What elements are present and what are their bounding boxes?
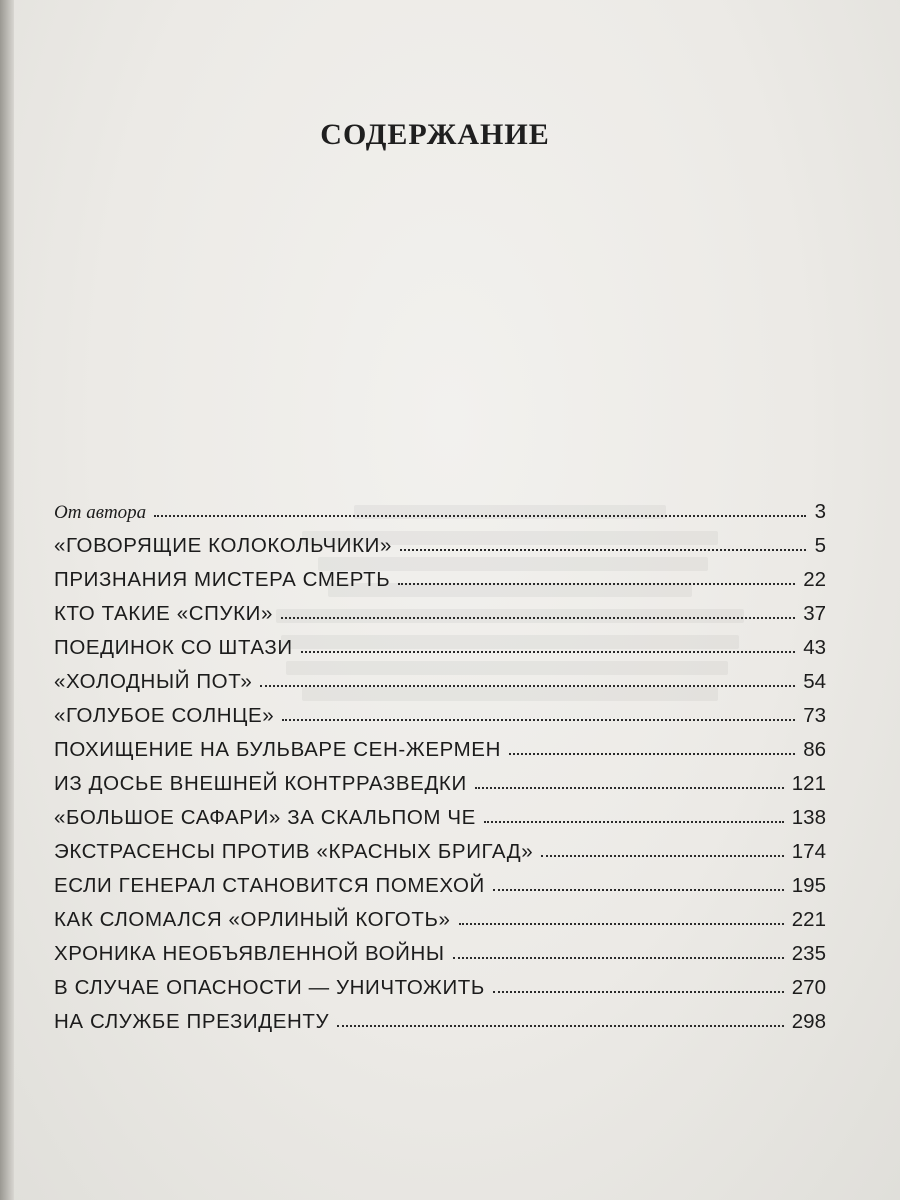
toc-entry-title: ПОХИЩЕНИЕ НА БУЛЬВАРЕ СЕН-ЖЕРМЕН	[54, 738, 501, 761]
toc-entry-title: ПРИЗНАНИЯ МИСТЕРА СМЕРТЬ	[54, 568, 391, 591]
toc-entry-page: 54	[803, 670, 826, 693]
toc-entry-title: От автора	[54, 502, 147, 523]
dot-leader	[475, 786, 784, 789]
toc-entry-page: 174	[791, 840, 826, 863]
toc-entry-page: 22	[803, 568, 826, 591]
toc-entry-title: КТО ТАКИЕ «СПУКИ»	[54, 602, 273, 625]
dot-leader	[509, 752, 795, 755]
toc-entry	[54, 738, 826, 772]
toc-entry	[54, 568, 826, 602]
dot-leader	[484, 820, 784, 823]
toc-entry-title: «ХОЛОДНЫЙ ПОТ»	[54, 670, 253, 693]
toc-entry-title: КАК СЛОМАЛСЯ «ОРЛИНЫЙ КОГОТЬ»	[54, 908, 451, 931]
toc-entry	[54, 704, 826, 738]
dot-leader	[400, 548, 806, 551]
dot-leader	[281, 616, 795, 619]
toc-entry	[54, 500, 826, 534]
toc-entry	[54, 874, 826, 908]
toc-entry	[54, 908, 826, 942]
toc-entry-page: 270	[791, 976, 826, 999]
toc-entry	[54, 636, 826, 670]
dot-leader	[453, 956, 784, 959]
toc-entry	[54, 806, 826, 840]
toc-entry	[54, 840, 826, 874]
page-edge-shadow	[0, 0, 14, 1200]
table-of-contents	[54, 500, 826, 1044]
dot-leader	[154, 514, 806, 517]
dot-leader	[493, 990, 784, 993]
toc-entry-page: 195	[791, 874, 826, 897]
dot-leader	[282, 718, 795, 721]
toc-entry-title: «БОЛЬШОЕ САФАРИ» ЗА СКАЛЬПОМ ЧЕ	[54, 806, 476, 829]
toc-entry-page: 235	[791, 942, 826, 965]
toc-entry-title: ХРОНИКА НЕОБЪЯВЛЕННОЙ ВОЙНЫ	[54, 942, 445, 965]
toc-entry	[54, 534, 826, 568]
toc-entry	[54, 602, 826, 636]
toc-entry	[54, 772, 826, 806]
toc-entry-title: «ГОВОРЯЩИЕ КОЛОКОЛЬЧИКИ»	[54, 534, 393, 557]
toc-entry	[54, 942, 826, 976]
toc-entry-page: 121	[791, 772, 826, 795]
page-title: СОДЕРЖАНИЕ	[320, 118, 550, 151]
toc-entry-title: ЕСЛИ ГЕНЕРАЛ СТАНОВИТСЯ ПОМЕХОЙ	[54, 874, 485, 897]
toc-entry	[54, 1010, 826, 1044]
toc-entry-title: ИЗ ДОСЬЕ ВНЕШНЕЙ КОНТРРАЗВЕДКИ	[54, 772, 467, 795]
toc-entry	[54, 670, 826, 704]
toc-entry-title: «ГОЛУБОЕ СОЛНЦЕ»	[54, 704, 275, 727]
toc-entry-page: 43	[803, 636, 826, 659]
toc-entry-title: НА СЛУЖБЕ ПРЕЗИДЕНТУ	[54, 1010, 330, 1033]
dot-leader	[541, 854, 783, 857]
dot-leader	[459, 922, 784, 925]
toc-entry	[54, 976, 826, 1010]
toc-entry-page: 298	[791, 1010, 826, 1033]
dot-leader	[398, 582, 795, 585]
toc-entry-page: 3	[814, 500, 826, 523]
toc-entry-page: 221	[791, 908, 826, 931]
dot-leader	[260, 684, 795, 687]
dot-leader	[337, 1024, 784, 1027]
toc-entry-page: 138	[791, 806, 826, 829]
toc-entry-page: 73	[803, 704, 826, 727]
toc-entry-page: 86	[803, 738, 826, 761]
toc-entry-page: 5	[814, 534, 826, 557]
toc-entry-title: ПОЕДИНОК СО ШТАЗИ	[54, 636, 293, 659]
toc-entry-title: ЭКСТРАСЕНСЫ ПРОТИВ «КРАСНЫХ БРИГАД»	[54, 840, 534, 863]
toc-entry-title: В СЛУЧАЕ ОПАСНОСТИ — УНИЧТОЖИТЬ	[54, 976, 485, 999]
dot-leader	[301, 650, 795, 653]
toc-entry-page: 37	[803, 602, 826, 625]
dot-leader	[493, 888, 784, 891]
